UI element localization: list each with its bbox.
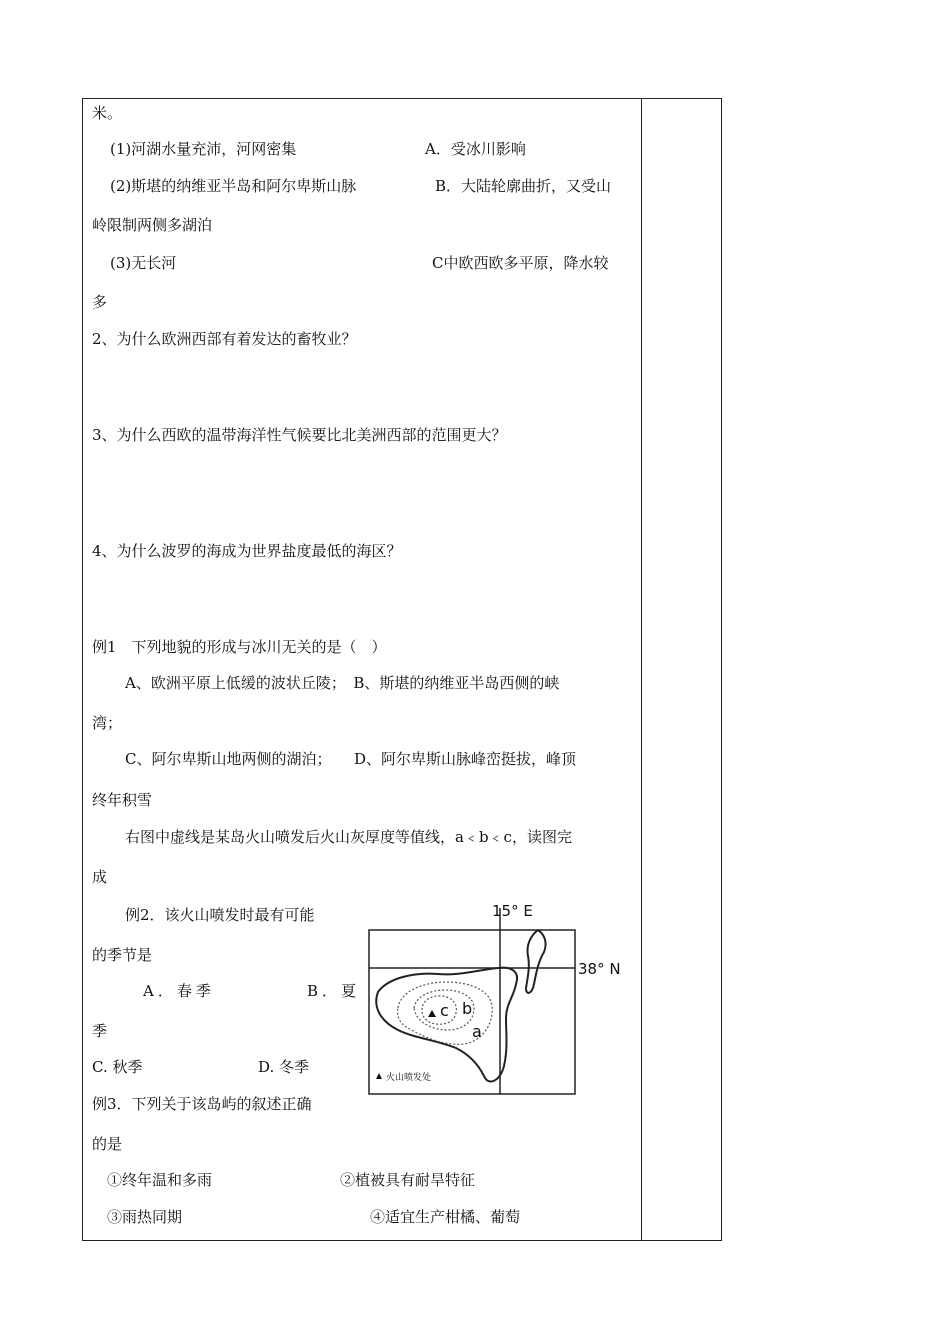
example-2-option-a: A．春季 [143,982,215,1000]
example-1-stem: 例1 下列地貌的形成与冰川无关的是（ ） [92,638,387,656]
text-line: 终年积雪 [92,791,153,809]
island-coastline [376,968,517,1082]
match-option-a: A．受冰川影响 [425,140,526,158]
text-line: 岭限制两侧多湖泊 [92,216,213,234]
column-divider [641,98,642,1241]
match-item-1: (1)河湖水量充沛，河网密集 [110,140,297,158]
text-line: 的是 [92,1135,123,1153]
question-2: 2、为什么欧洲西部有着发达的畜牧业？ [92,330,357,348]
example-2-option-d: D. 冬季 [258,1058,310,1076]
example-3-stem: 例3．下列关于该岛屿的叙述正确 [92,1095,312,1113]
text-line: 湾； [92,714,123,732]
match-option-b: B．大陆轮廓曲折，又受山 [435,177,612,195]
isoline-label-b: b [462,999,473,1018]
match-item-2: (2)斯堪的纳维亚半岛和阿尔卑斯山脉 [110,177,357,195]
volcano-marker [428,1010,436,1017]
latitude-label: 38° N [578,960,621,978]
isoline-label-a: a [472,1022,482,1041]
example-3-option-1: ①终年温和多雨 [107,1171,213,1189]
mainland-coastline [526,930,546,993]
example-1-options-cd: C、阿尔卑斯山地两侧的湖泊； D、阿尔卑斯山脉峰峦挺拔，峰顶 [125,750,577,768]
example-2-option-b: B．夏 [307,982,361,1000]
legend-volcano-marker [376,1073,382,1079]
example-1-options-ab: A、欧洲平原上低缓的波状丘陵； B、斯堪的纳维亚半岛西侧的峡 [125,674,560,692]
longitude-label: 15° E [492,902,533,920]
text-line: 多 [92,293,108,311]
text-line: 的季节是 [92,946,153,964]
example-3-option-2: ②植被具有耐旱特征 [340,1171,476,1189]
match-item-3: (3)无长河 [110,254,177,272]
example-3-option-4: ④适宜生产柑橘、葡萄 [370,1208,521,1226]
question-3: 3、为什么西欧的温带海洋性气候要比北美洲西部的范围更大？ [92,426,507,444]
map-intro: 右图中虚线是某岛火山喷发后火山灰厚度等值线，a﹤b﹤c，读图完 [125,828,572,846]
text-line: 成 [92,868,108,886]
legend-label: 火山喷发处 [386,1073,432,1083]
text-line: 米。 [92,104,123,122]
text-line: 季 [92,1022,108,1040]
example-2-stem: 例2．该火山喷发时最有可能 [125,906,315,924]
question-4: 4、为什么波罗的海成为世界盐度最低的海区？ [92,542,402,560]
isoline-label-c: c [440,1001,449,1020]
match-option-c: C中欧西欧多平原，降水较 [432,254,609,272]
example-2-option-c: C. 秋季 [92,1058,143,1076]
example-3-option-3: ③雨热同期 [107,1208,183,1226]
island-map [366,896,636,1098]
